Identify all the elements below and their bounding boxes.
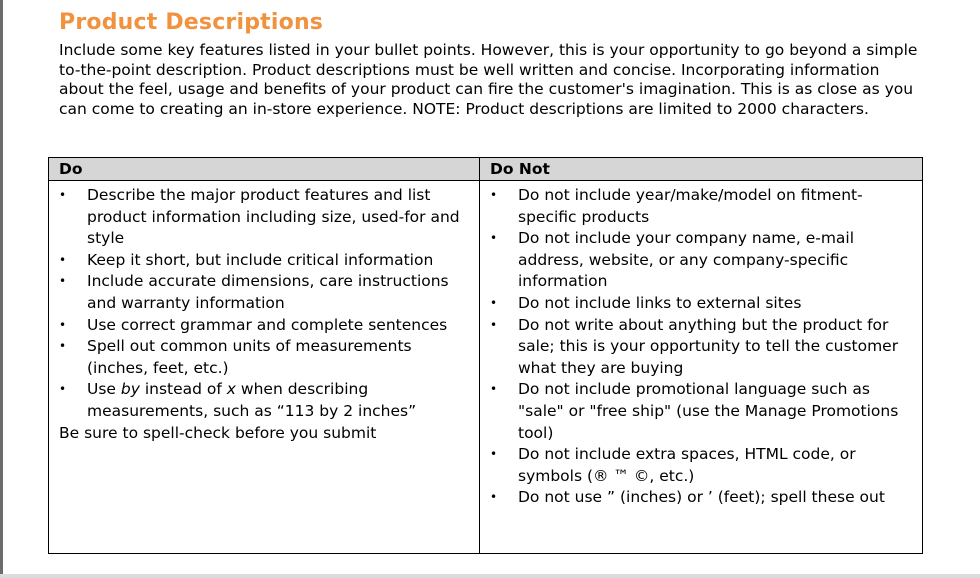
list-item: • Do not use ” (inches) or ’ (feet); spell these out xyxy=(490,487,916,509)
do-list xyxy=(59,185,473,423)
do-cell xyxy=(49,181,480,554)
page-left-border xyxy=(0,0,3,578)
list-item: • Use correct grammar and complete sentences xyxy=(59,315,473,337)
list-item: • Include accurate dimensions, care instructions and warranty information xyxy=(59,271,473,314)
list-item: • Keep it short, but include critical information xyxy=(59,250,473,272)
list-item: • Do not include promotional language such as "sale" or "free ship" (use the Manage Promotions tool) xyxy=(490,379,916,444)
do-not-header: Do Not xyxy=(480,158,923,181)
list-item: • Do not include year/make/model on fitment-specific products xyxy=(490,185,916,228)
do-not-list xyxy=(490,185,916,509)
list-item xyxy=(59,379,473,422)
item-emphasis-x: x xyxy=(226,380,236,399)
list-item: • Do not write about anything but the product for sale; this is your opportunity to tell the customer what they are buying xyxy=(490,315,916,380)
spell-check-note: Be sure to spell-check before you submit xyxy=(59,423,377,442)
list-item: • Do not include extra spaces, HTML code, or symbols (® ™ ©, etc.) xyxy=(490,444,916,487)
do-donot-table xyxy=(48,157,923,554)
do-header: Do xyxy=(49,158,480,181)
intro-paragraph: Include some key features listed in your bullet points. However, this is your opportunity to go beyond a simple to-the-point description. Product descriptions must be well written and concise. Incorporating information about the feel, usage and benefits of your product can fire the customer's imagination. This is as close as you can come to creating an in-store experience. NOTE: Product descriptions are limited to 2000 characters. xyxy=(59,41,918,118)
item-text: when describing measurements, such as “113 by 2 inches” xyxy=(87,380,417,420)
document-page xyxy=(59,8,929,119)
table-header-row xyxy=(49,158,923,181)
item-emphasis-by: by xyxy=(120,380,140,399)
list-item: • Do not include links to external sites xyxy=(490,293,916,315)
item-text: instead of xyxy=(139,380,227,399)
list-item: • Describe the major product features and list product information including size, used-for and style xyxy=(59,185,473,250)
list-item: • Do not include your company name, e-mail address, website, or any company-specific information xyxy=(490,228,916,293)
do-not-cell xyxy=(480,181,923,554)
page-bottom-border xyxy=(0,574,980,578)
table-body-row xyxy=(49,181,923,554)
list-item: • Spell out common units of measurements (inches, feet, etc.) xyxy=(59,336,473,379)
item-text: Use xyxy=(87,380,121,399)
section-title: Product Descriptions xyxy=(59,10,324,35)
